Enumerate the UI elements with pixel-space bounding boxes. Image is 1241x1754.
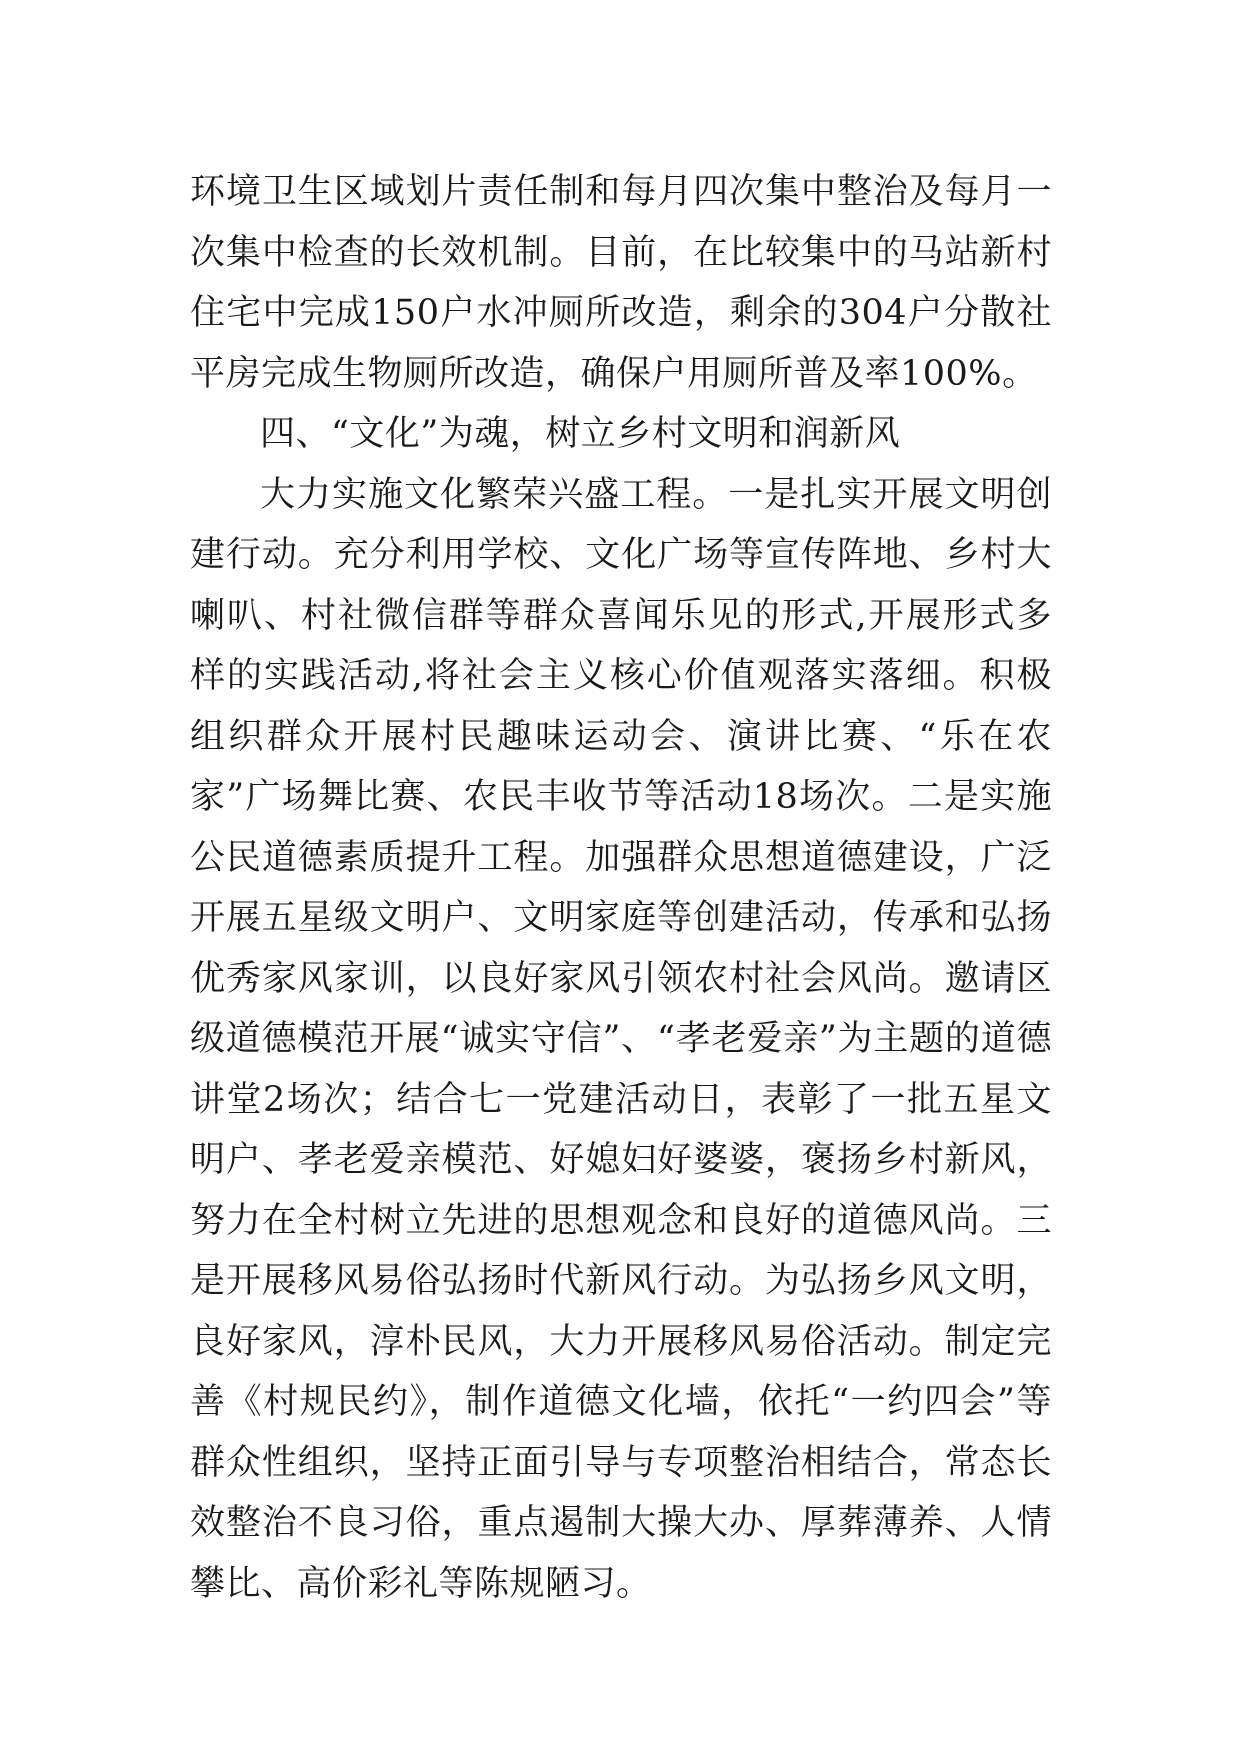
paragraph-culture: 大力实施文化繁荣兴盛工程。一是扎实开展文明创建行动。充分利用学校、文化广场等宣传阵地、乡村大喇叭、村社微信群等群众喜闻乐见的形式,开展形式多样的实践活动,将社会主义核心价值观落实落细。积极组织群众开展村民趣味运动会、演讲比赛、“乐在农家”广场舞比赛、农民丰收节等活动18场次。二是实施公民道德素质提升工程。加强群众思想道德建设，广泛开展五星级文明户、文明家庭等创建活动，传承和弘扬优秀家风家训，以良好家风引领农村社会风尚。邀请区级道德模范开展“诚实守信”、“孝老爱亲”为主题的道德讲堂2场次；结合七一党建活动日，表彰了一批五星文明户、孝老爱亲模范、好媳妇好婆婆，褒扬乡村新风，努力在全村树立先进的思想观念和良好的道德风尚。三是开展移风易俗弘扬时代新风行动。为弘扬乡风文明，良好家风，淳朴民风，大力开展移风易俗活动。制定完善《村规民约》，制作道德文化墙，依托“一约四会”等群众性组织，坚持正面引导与专项整治相结合，常态长效整治不良习俗，重点遏制大操大办、厚葬薄养、人情攀比、高价彩礼等陈规陋习。 xyxy=(190,474,1052,1604)
section-heading-culture: 四、“文化”为魂，树立乡村文明和润新风 xyxy=(260,414,901,454)
paragraph-sanitation: 环境卫生区域划片责任制和每月四次集中整治及每月一次集中检查的长效机制。目前，在比较集中的马站新村住宅中完成150户水冲厕所改造，剩余的304户分散社平房完成生物厕所改造，确保户用厕所普及率100%。 xyxy=(190,172,1052,394)
document-body xyxy=(190,162,1052,1614)
